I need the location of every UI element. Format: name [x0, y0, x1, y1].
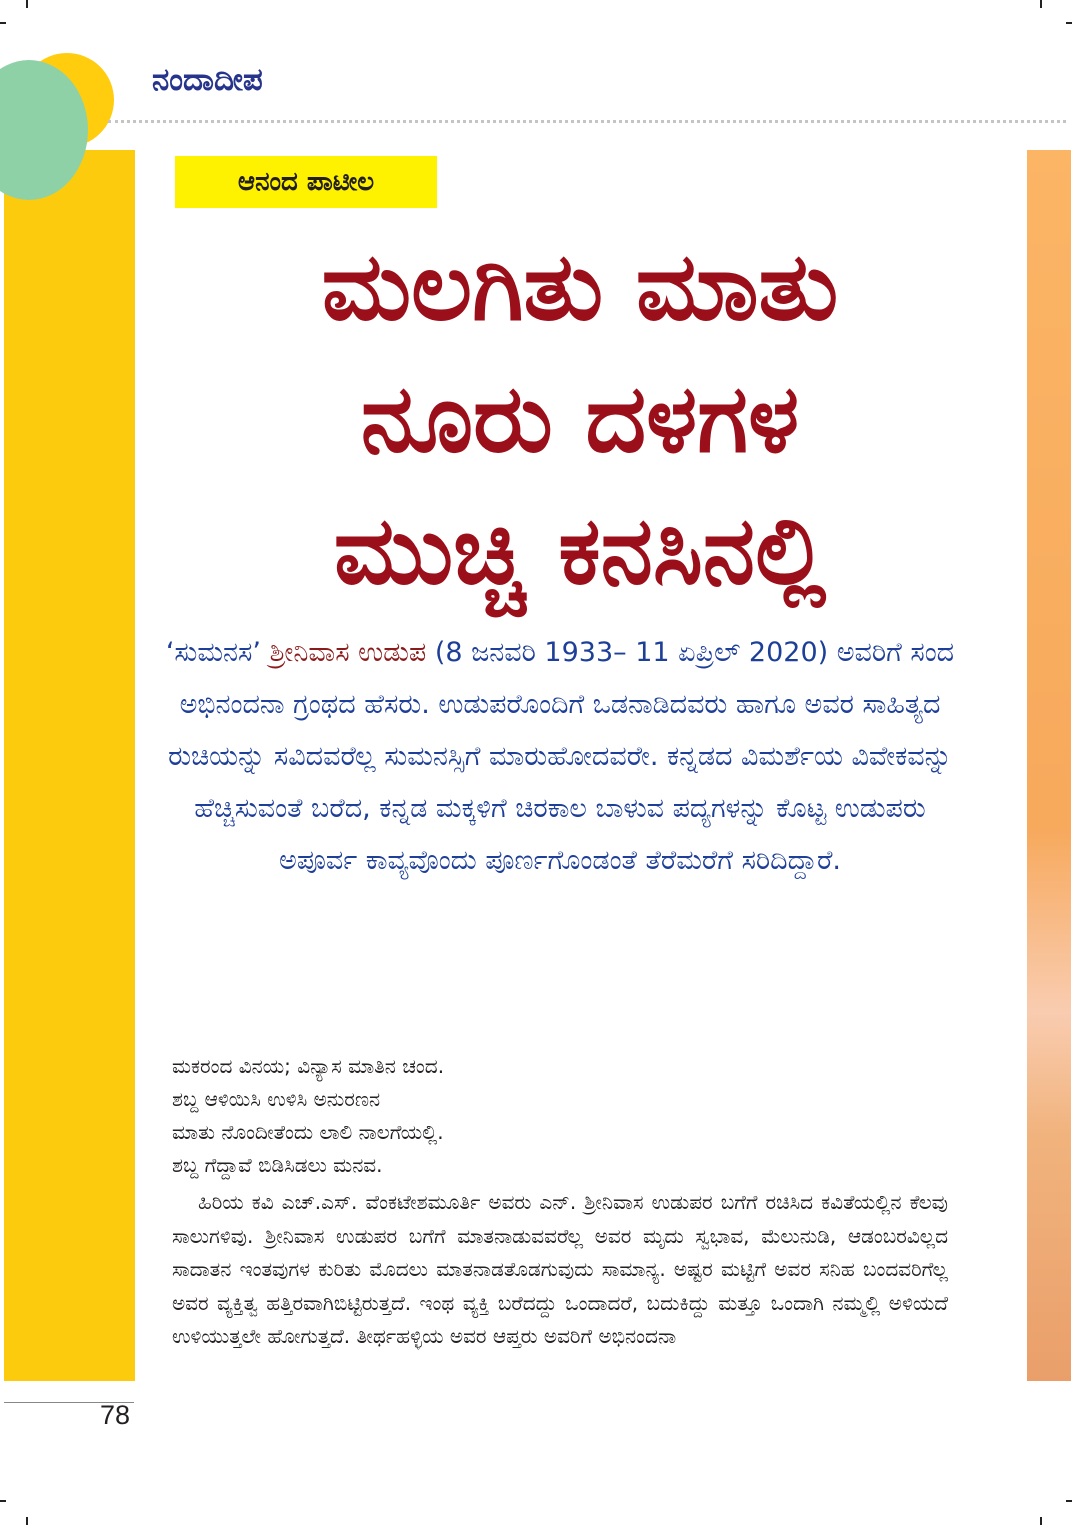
- crop-mark: [1040, 0, 1042, 8]
- article-body: ಹಿರಿಯ ಕವಿ ಎಚ್.ಎಸ್. ವೆಂಕಟೇಶಮೂರ್ತಿ ಅವರು ಎನ್. ಶ್ರೀನಿವಾಸ ಉಡುಪರ ಬಗೆಗೆ ರಚಿಸಿದ ಕವಿತೆಯಲ್ಲಿನ ಕೆಲವು ಸಾಲುಗಳಿವು. ಶ್ರೀನಿವಾಸ ಉಡುಪರ ಬಗೆಗೆ ಮಾತನಾಡುವವರೆಲ್ಲ ಅವರ ಮೃದು ಸ್ವಭಾವ, ಮೆಲುನುಡಿ, ಆಡಂಬರವಿಲ್ಲದ ಸಾದಾತನ ಇಂತವುಗಳ ಕುರಿತು ಮೊದಲು ಮಾತನಾಡತೊಡಗುವುದು ಸಾಮಾನ್ಯ. ಅಷ್ಟರ ಮಟ್ಟಿಗೆ ಅವರ ಸನಿಹ ಬಂದವರಿಗೆಲ್ಲ ಅವರ ವ್ಯಕ್ತಿತ್ವ ಹತ್ತಿರವಾಗಿಬಿಟ್ಟಿರುತ್ತದೆ. ಇಂಥ ವ್ಯಕ್ತಿ ಬರೆದದ್ದು ಒಂದಾದರೆ, ಬದುಕಿದ್ದು ಮತ್ತೂ ಒಂದಾಗಿ ನಮ್ಮಲ್ಲಿ ಅಳಿಯದೆ ಉಳಿಯುತ್ತಲೇ ಹೋಗುತ್ತದೆ. ತೀರ್ಥಹಳ್ಳಿಯ ಅವರ ಆಪ್ತರು ಅವರಿಗೆ ಅಭಿನಂದನಾ: [172, 1190, 948, 1348]
- crop-mark: [1066, 1500, 1072, 1502]
- crop-mark: [0, 1500, 6, 1502]
- crop-mark: [26, 1517, 28, 1525]
- poem-line: ಮಾತು ನೊಂದೀತೆಂದು ಲಾಲಿ ನಾಲಗೆಯಲ್ಲಿ.: [172, 1120, 444, 1144]
- decorative-left-bar: [4, 150, 135, 1381]
- poem-line: ಮಕರಂದ ವಿನಯ; ವಿನ್ಯಾಸ ಮಾತಿನ ಚಂದ.: [172, 1054, 445, 1078]
- poem-excerpt: [172, 1050, 952, 1182]
- headline-line-2: ನೂರು ದಳಗಳ: [360, 365, 800, 474]
- author-badge: [175, 156, 437, 208]
- magazine-title: ನಂದಾದೀಪ: [152, 62, 263, 98]
- poem-line: ಶಬ್ದ ಆಳಿಯಿಸಿ ಉಳಿಸಿ ಅನುರಣನ: [172, 1087, 381, 1111]
- crop-mark: [1066, 22, 1072, 24]
- headline-line-1: ಮಲಗಿತು ಮಾತು: [321, 233, 839, 342]
- crop-mark: [1040, 1517, 1042, 1525]
- intro-text: (8 ಜನವರಿ 1933– 11 ಏಪ್ರಿಲ್ 2020) ಅವರಿಗೆ ಸಂದ ಅಭಿನಂದನಾ ಗ್ರಂಥದ ಹೆಸರು. ಉಡುಪರೊಂದಿಗೆ ಒಡನಾಡಿದವರು ಹಾಗೂ ಅವರ ಸಾಹಿತ್ಯದ ರುಚಿಯನ್ನು ಸವಿದವರೆಲ್ಲ ಸುಮನಸ್ಸಿಗೆ ಮಾರುಹೋದವರೇ. ಕನ್ನಡದ ವಿಮರ್ಶೆಯ ವಿವೇಕವನ್ನು ಹೆಚ್ಚಿಸುವಂತೆ ಬರೆದ, ಕನ್ನಡ ಮಕ್ಕಳಿಗೆ ಚಿರಕಾಲ ಬಾಳುವ ಪದ್ಯಗಳನ್ನು ಕೊಟ್ಟ ಉಡುಪರು ಅಪೂರ್ವ ಕಾವ್ಯವೊಂದು ಪೂರ್ಣಗೊಂಡಂತೆ ತೆರೆಮರೆಗೆ ಸರಿದಿದ್ದಾರೆ.: [168, 637, 955, 876]
- article-intro: [160, 627, 960, 887]
- article-headline: [140, 222, 1020, 618]
- intro-title-quote: ‘ಸುಮನಸ’: [165, 637, 261, 668]
- poem-line: ಶಬ್ದ ಗೆದ್ದಾವೆ ಬಿಡಿಸಿಡಲು ಮನವ.: [172, 1153, 383, 1177]
- page-number: 78: [100, 1400, 131, 1430]
- headline-line-3: ಮುಚ್ಚಿ ಕನಸಿನಲ್ಲಿ: [333, 497, 827, 606]
- header-dotted-divider: [108, 120, 1066, 123]
- crop-mark: [26, 0, 28, 8]
- author-name: ಆನಂದ ಪಾಟೀಲ: [237, 166, 375, 197]
- decorative-right-bar: [1027, 150, 1071, 1381]
- intro-person-name: ಶ್ರೀನಿವಾಸ ಉಡುಪ: [269, 637, 427, 668]
- crop-mark: [0, 22, 6, 24]
